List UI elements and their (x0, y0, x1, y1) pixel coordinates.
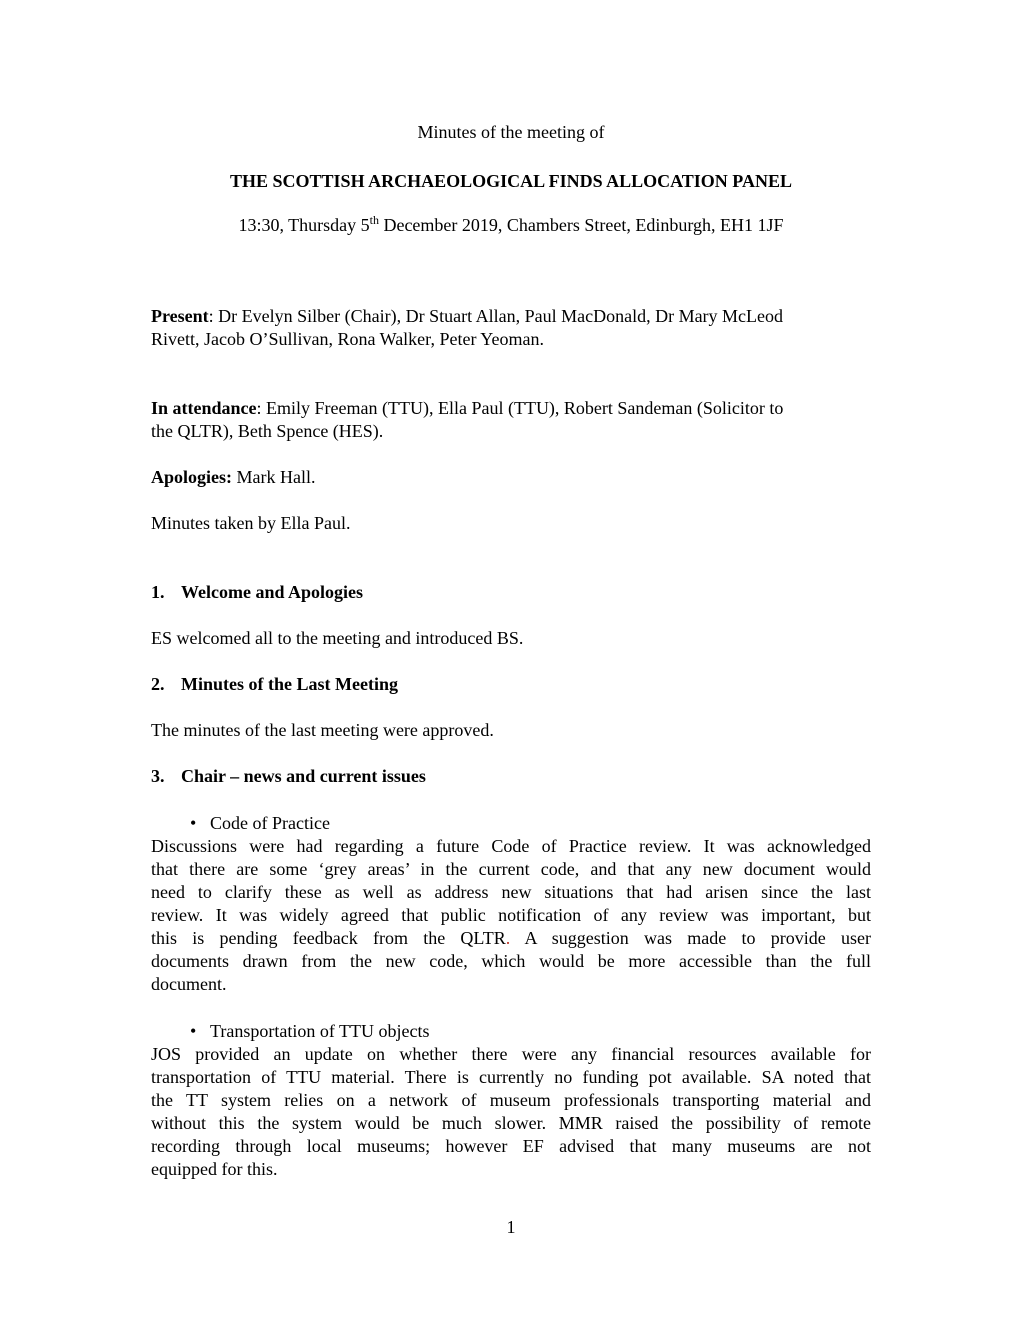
paragraph-line: document. (151, 974, 227, 994)
attendance-line-2: the QLTR), Beth Spence (HES). (151, 421, 384, 441)
bullet-title: Transportation of TTU objects (210, 1021, 430, 1041)
red-period: . (505, 928, 511, 948)
paragraph-line: review. It was widely agreed that public notification of any review was important, but (151, 905, 871, 925)
apologies-label: Apologies: (151, 467, 232, 487)
paragraph-line: without this the system would be much slower. MMR raised the possibility of remote (151, 1113, 871, 1133)
section-2-title: Minutes of the Last Meeting (181, 674, 398, 694)
attendance-text-1: : Emily Freeman (TTU), Ella Paul (TTU), Robert Sandeman (Solicitor to (256, 398, 784, 418)
paragraph-line: documents drawn from the new code, which would be more accessible than the full (151, 951, 871, 971)
attendance-block (151, 397, 871, 443)
paragraph-line: equipped for this. (151, 1159, 278, 1179)
apologies-line (151, 466, 871, 489)
paragraph-line (151, 927, 871, 950)
section-1-number: 1. (151, 582, 165, 602)
present-text-1: : Dr Evelyn Silber (Chair), Dr Stuart Allan, Paul MacDonald, Dr Mary McLeod (208, 306, 784, 326)
date-pre: 13:30, Thursday 5 (238, 215, 370, 235)
document-title: THE SCOTTISH ARCHAEOLOGICAL FINDS ALLOCATION PANEL (230, 171, 792, 191)
present-line-2: Rivett, Jacob O’Sullivan, Rona Walker, Peter Yeoman. (151, 329, 544, 349)
date-superscript: th (369, 213, 379, 227)
section-1-heading (151, 581, 871, 604)
paragraph-line: Discussions were had regarding a future Code of Practice review. It was acknowledged (151, 836, 871, 856)
code-of-practice-paragraph (151, 835, 871, 996)
paragraph-line: recording through local museums; however EF advised that many museums are not (151, 1136, 871, 1156)
date-post: December 2019, Chambers Street, Edinburgh, EH1 1JF (378, 215, 784, 235)
header-intro: Minutes of the meeting of (417, 122, 605, 142)
attendance-label: In attendance (151, 398, 257, 418)
bullet-title: Code of Practice (210, 813, 330, 833)
present-label: Present (151, 306, 209, 326)
line-text-pre: this is pending feedback from the QLTR (151, 928, 506, 948)
meeting-datetime-location (151, 214, 871, 237)
section-1-title: Welcome and Apologies (181, 582, 364, 602)
page-number: 1 (506, 1217, 516, 1237)
paragraph-line: that there are some ‘grey areas’ in the current code, and that any new document would (151, 859, 871, 879)
document-page (151, 0, 871, 1320)
present-line-1 (151, 305, 871, 328)
section-2-body: The minutes of the last meeting were approved. (151, 720, 494, 740)
paragraph-line: need to clarify these as well as address new situations that had arisen since the last (151, 882, 871, 902)
bullet-icon: • (190, 813, 197, 833)
line-text-post: A suggestion was made to provide user (510, 928, 871, 948)
paragraph-line: the TT system relies on a network of museum professionals transporting material and (151, 1090, 871, 1110)
section-2-heading (151, 673, 871, 696)
section-3-number: 3. (151, 766, 165, 786)
minutes-taken: Minutes taken by Ella Paul. (151, 513, 351, 533)
transportation-paragraph (151, 1043, 871, 1181)
apologies-text: Mark Hall. (232, 467, 316, 487)
attendance-line-1 (151, 397, 871, 420)
paragraph-line: transportation of TTU material. There is currently no funding pot available. SA noted that (151, 1067, 871, 1087)
section-3-title: Chair – news and current issues (181, 766, 426, 786)
section-3-heading (151, 765, 871, 788)
bullet-icon: • (190, 1021, 197, 1041)
present-block (151, 305, 871, 351)
section-2-number: 2. (151, 674, 165, 694)
paragraph-line: JOS provided an update on whether there were any financial resources available for (151, 1044, 871, 1064)
section-1-body: ES welcomed all to the meeting and introduced BS. (151, 628, 524, 648)
